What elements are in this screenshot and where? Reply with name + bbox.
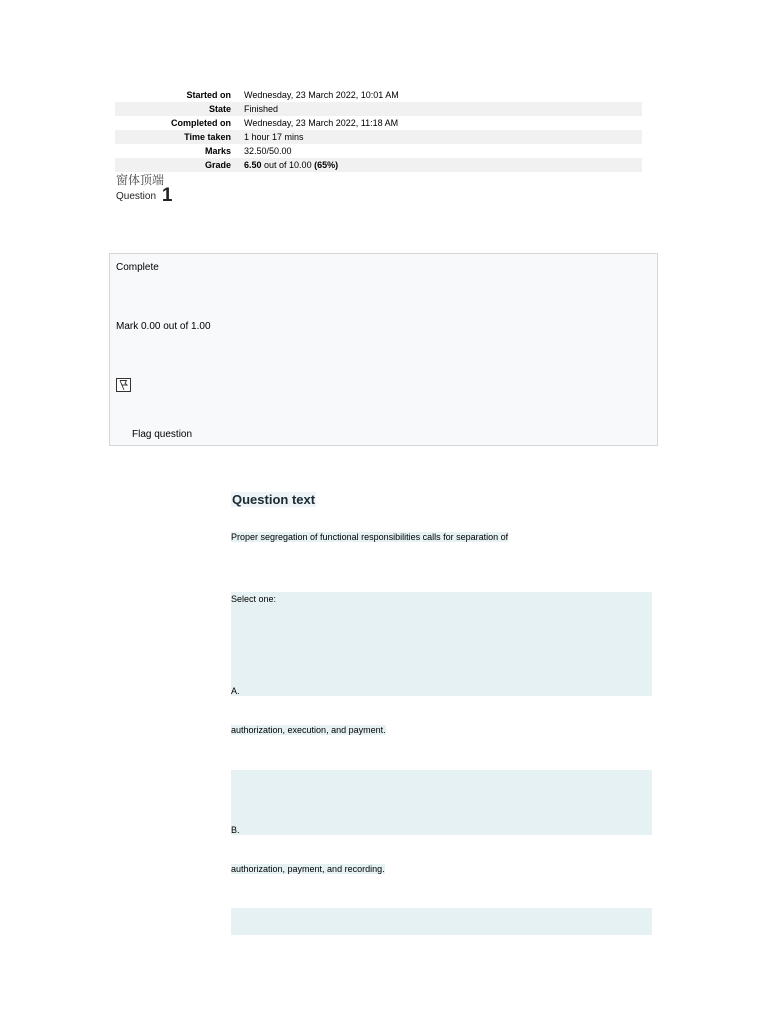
completed-on-label: Completed on xyxy=(171,118,231,128)
state-label: State xyxy=(208,104,231,114)
summary-row-state xyxy=(115,102,642,116)
question-text-heading: Question text xyxy=(232,492,316,507)
completed-on-value: Wednesday, 23 March 2022, 11:18 AM xyxy=(244,118,399,128)
state-value: Finished xyxy=(244,104,279,114)
marks-label: Marks xyxy=(204,146,231,156)
time-taken-value: 1 hour 17 mins xyxy=(244,132,304,142)
marks-value: 32.50/50.00 xyxy=(244,146,292,156)
question-heading xyxy=(116,185,172,207)
question-mark: Mark 0.00 out of 1.00 xyxy=(116,321,211,332)
summary-row-completed-on xyxy=(115,116,642,130)
answer-block-c[interactable] xyxy=(231,908,652,935)
select-one-prompt: Select one: xyxy=(231,594,277,604)
option-a-letter: A. xyxy=(231,686,240,696)
option-b-text[interactable]: authorization, payment, and recording. xyxy=(231,864,385,874)
window-top-marker: 窗体顶端 xyxy=(116,173,165,187)
grade-out-of: out of 10.00 xyxy=(261,160,315,170)
summary-row-started-on xyxy=(115,88,642,102)
grade-score: 6.50 xyxy=(244,160,262,170)
question-number: 1 xyxy=(161,185,173,206)
started-on-value: Wednesday, 23 March 2022, 10:01 AM xyxy=(244,90,399,100)
answer-block-a[interactable] xyxy=(231,592,652,696)
grade-percent: (65%) xyxy=(314,160,339,170)
flag-question-link[interactable]: Flag question xyxy=(132,429,193,440)
question-info-box xyxy=(109,253,658,446)
grade-value xyxy=(244,158,642,172)
attempt-summary-table xyxy=(115,88,642,172)
flag-icon[interactable] xyxy=(116,378,131,392)
option-a-text[interactable]: authorization, execution, and payment. xyxy=(231,725,386,735)
question-text: Proper segregation of functional responsibilities calls for separation of xyxy=(231,532,509,542)
summary-row-grade xyxy=(115,158,642,172)
answer-block-b[interactable] xyxy=(231,770,652,835)
option-b-letter: B. xyxy=(231,825,240,835)
summary-row-time-taken xyxy=(115,130,642,144)
question-label: Question xyxy=(116,191,157,202)
grade-label: Grade xyxy=(204,160,231,170)
summary-row-marks xyxy=(115,144,642,158)
time-taken-label: Time taken xyxy=(184,132,231,142)
question-state: Complete xyxy=(116,262,159,273)
started-on-label: Started on xyxy=(186,90,231,100)
